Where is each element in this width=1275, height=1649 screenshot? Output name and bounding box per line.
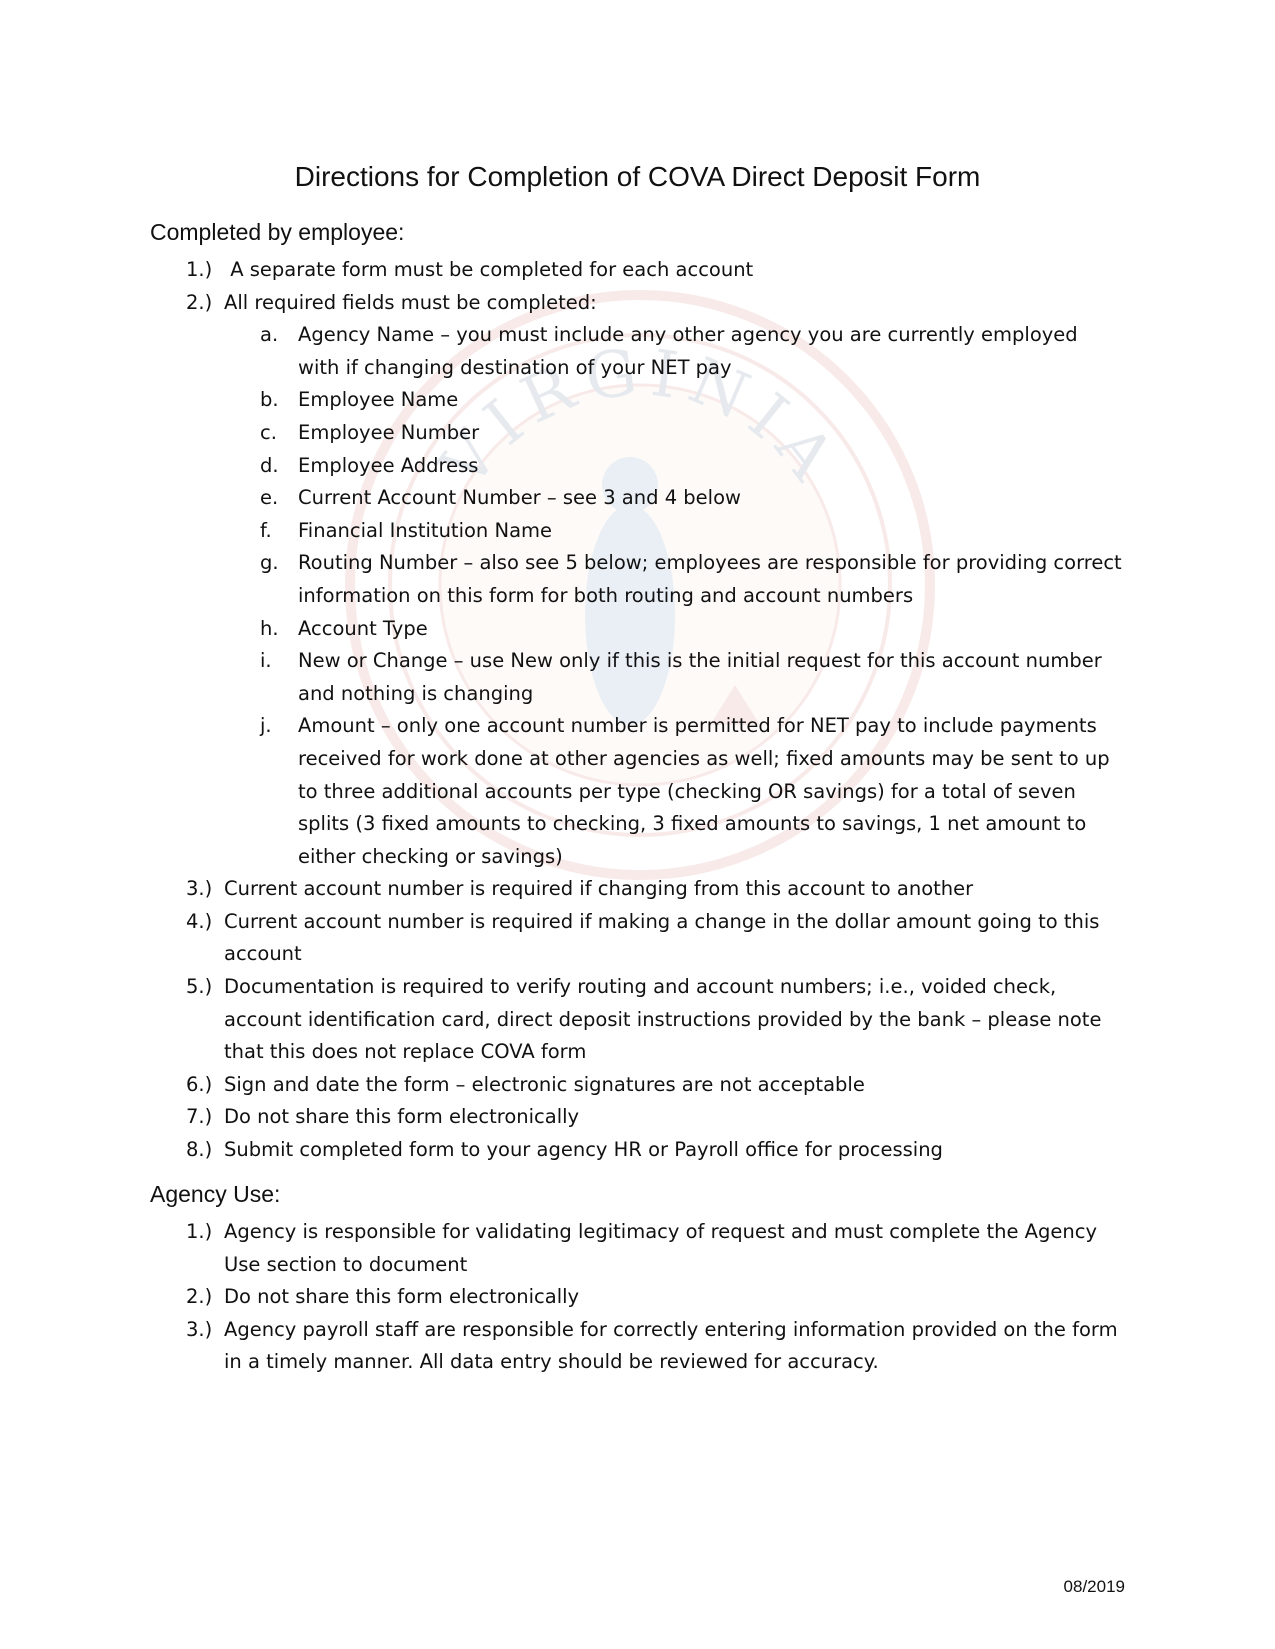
item-text: Employee Address (298, 453, 479, 477)
item-number: 5.) (186, 975, 213, 999)
required-fields-list (224, 319, 1125, 873)
agency-section-heading: Agency Use: (150, 1181, 281, 1207)
list-item (0, 1281, 1275, 1314)
item-number: 1.) (186, 1220, 213, 1243)
employee-instructions-list (0, 254, 1275, 1167)
item-text: Agency is responsible for validating legitimacy of request and must complete the Agency Use section to document (224, 1220, 1098, 1276)
item-text: Employee Name (298, 388, 459, 412)
item-letter: i. (260, 649, 272, 673)
item-text: Agency payroll staff are responsible for correctly entering information provided on the form in a timely manner. All data entry should be reviewed for accuracy. (224, 1317, 1118, 1374)
list-item (0, 1216, 1275, 1281)
item-text: Current account number is required if changing from this account to another (224, 877, 974, 901)
item-text: Routing Number – also see 5 below; employees are responsible for providing correct information on this form for both routing and account numbers (298, 551, 1122, 607)
item-text: Do not share this form electronically (224, 1285, 580, 1309)
item-text: Account Type (298, 616, 428, 640)
list-item (0, 1314, 1275, 1379)
item-number: 8.) (186, 1138, 213, 1162)
sub-list-item (224, 319, 1125, 384)
item-number: 2.) (186, 290, 213, 314)
item-text: New or Change – use New only if this is the initial request for this account number and nothing is changing (298, 649, 1102, 705)
item-text: Do not share this form electronically (224, 1105, 580, 1129)
sub-list-item (224, 547, 1125, 612)
item-number: 1.) (186, 258, 213, 281)
item-text: Employee Number (298, 420, 480, 444)
list-item (0, 1101, 1275, 1134)
list-item (0, 971, 1275, 1069)
item-letter: c. (260, 420, 277, 444)
item-text: Current Account Number – see 3 and 4 below (298, 486, 741, 510)
item-text: Agency Name – you must include any other agency you are currently employed with if changing destination of your NET pay (298, 323, 1078, 379)
list-item (0, 254, 1275, 287)
item-text: Financial Institution Name (298, 518, 553, 542)
list-item (0, 873, 1275, 906)
item-text: Sign and date the form – electronic signatures are not acceptable (224, 1072, 865, 1096)
item-letter: b. (260, 388, 279, 412)
item-number: 2.) (186, 1285, 213, 1309)
item-number: 6.) (186, 1072, 213, 1096)
list-item (0, 906, 1275, 971)
item-number: 3.) (186, 877, 213, 901)
agency-instructions-list (0, 1216, 1275, 1379)
item-text: Submit completed form to your agency HR or Payroll office for processing (224, 1138, 943, 1162)
item-number: 4.) (186, 909, 213, 933)
item-letter: j. (260, 714, 272, 738)
employee-section-heading: Completed by employee: (150, 219, 405, 245)
item-text: Documentation is required to verify routing and account numbers; i.e., voided check, account identification card, direct deposit instructions provided by the bank – please note that this does not replace COVA form (224, 975, 1102, 1064)
sub-list-item (224, 645, 1125, 710)
revision-date: 08/2019 (1063, 1577, 1125, 1596)
item-text: Current account number is required if making a change in the dollar amount going to this account (224, 909, 1100, 966)
sub-list-item (224, 482, 1125, 515)
list-item (0, 1069, 1275, 1102)
sub-list-item (224, 710, 1125, 873)
sub-list-item (224, 384, 1125, 417)
page-title: Directions for Completion of COVA Direct Deposit Form (294, 161, 981, 192)
item-letter: a. (260, 323, 279, 347)
item-letter: g. (260, 551, 279, 575)
seal-text: VIRGINIA (426, 335, 854, 502)
item-number: 3.) (186, 1317, 213, 1341)
sub-list-item (224, 613, 1125, 646)
list-item (0, 287, 1275, 874)
sub-list-item (224, 417, 1125, 450)
item-text: A separate form must be completed for each account (224, 258, 754, 281)
item-letter: e. (260, 486, 279, 510)
sub-list-item (224, 450, 1125, 483)
item-text: Amount – only one account number is permitted for NET pay to include payments received for work done at other agencies as well; fixed amounts may be sent to up to three additional accounts per type (checking OR savings) for a total of seven splits (3 fixed amounts to checking, 3 fixed amounts to savings, 1 net amount to either checking or savings) (298, 714, 1110, 868)
sub-list-item (224, 515, 1125, 548)
item-letter: h. (260, 616, 279, 640)
item-text: All required fields must be completed: (224, 290, 597, 314)
list-item (0, 1134, 1275, 1167)
item-letter: d. (260, 453, 279, 477)
item-number: 7.) (186, 1105, 213, 1129)
item-letter: f. (260, 518, 272, 542)
